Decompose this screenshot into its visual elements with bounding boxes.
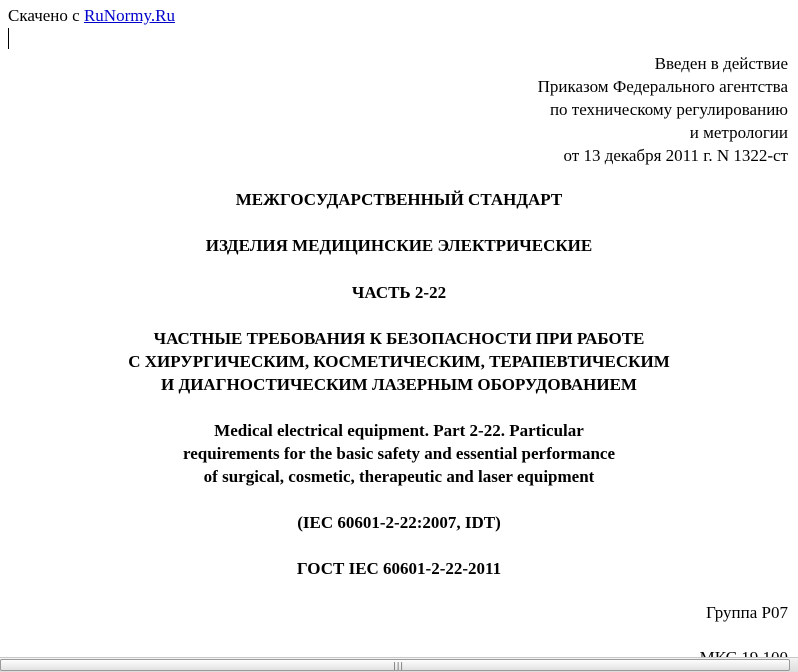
enactment-block <box>538 52 788 167</box>
title-en-line: of surgical, cosmetic, therapeutic and laser equipment <box>203 467 595 486</box>
gost-designation: ГОСТ IEC 60601-2-22-2011 <box>296 559 502 578</box>
runormy-link[interactable]: RuNormy.Ru <box>83 6 175 25</box>
group-code: Группа Р07 <box>706 603 788 622</box>
enactment-line: от 13 декабря 2011 г. N 1322-ст <box>563 146 788 165</box>
subtitle-ru-line: ЧАСТНЫЕ ТРЕБОВАНИЯ К БЕЗОПАСНОСТИ ПРИ РАБОТЕ <box>153 329 645 348</box>
title-en-line: requirements for the basic safety and essential performance <box>182 444 616 463</box>
grip-icon: ||| <box>393 661 405 670</box>
subtitle-ru-line: И ДИАГНОСТИЧЕСКИМ ЛАЗЕРНЫМ ОБОРУДОВАНИЕМ <box>161 375 637 394</box>
enactment-line: Приказом Федерального агентства <box>537 77 788 96</box>
title-en <box>0 419 798 488</box>
enactment-line: по техническому регулированию <box>549 100 788 119</box>
standard-type-heading: МЕЖГОСУДАРСТВЕННЫЙ СТАНДАРТ <box>235 190 563 209</box>
download-source-line <box>8 6 175 26</box>
text-cursor <box>8 28 9 49</box>
download-prefix: Скачено с <box>8 6 80 25</box>
iec-reference: (IEC 60601-2-22:2007, IDT) <box>297 513 501 532</box>
subtitle-ru-line: С ХИРУРГИЧЕСКИМ, КОСМЕТИЧЕСКИМ, ТЕРАПЕВТИЧЕСКИМ <box>128 352 670 371</box>
scrollbar-thumb[interactable] <box>0 659 790 671</box>
enactment-line: Введен в действие <box>654 54 788 73</box>
part-number: ЧАСТЬ 2-22 <box>351 283 447 302</box>
subtitle-ru <box>0 327 798 396</box>
title-ru: ИЗДЕЛИЯ МЕДИЦИНСКИЕ ЭЛЕКТРИЧЕСКИЕ <box>205 236 593 255</box>
title-en-line: Medical electrical equipment. Part 2-22. Particular <box>214 421 584 440</box>
enactment-line: и метрологии <box>689 123 788 142</box>
horizontal-scrollbar[interactable] <box>0 657 798 672</box>
